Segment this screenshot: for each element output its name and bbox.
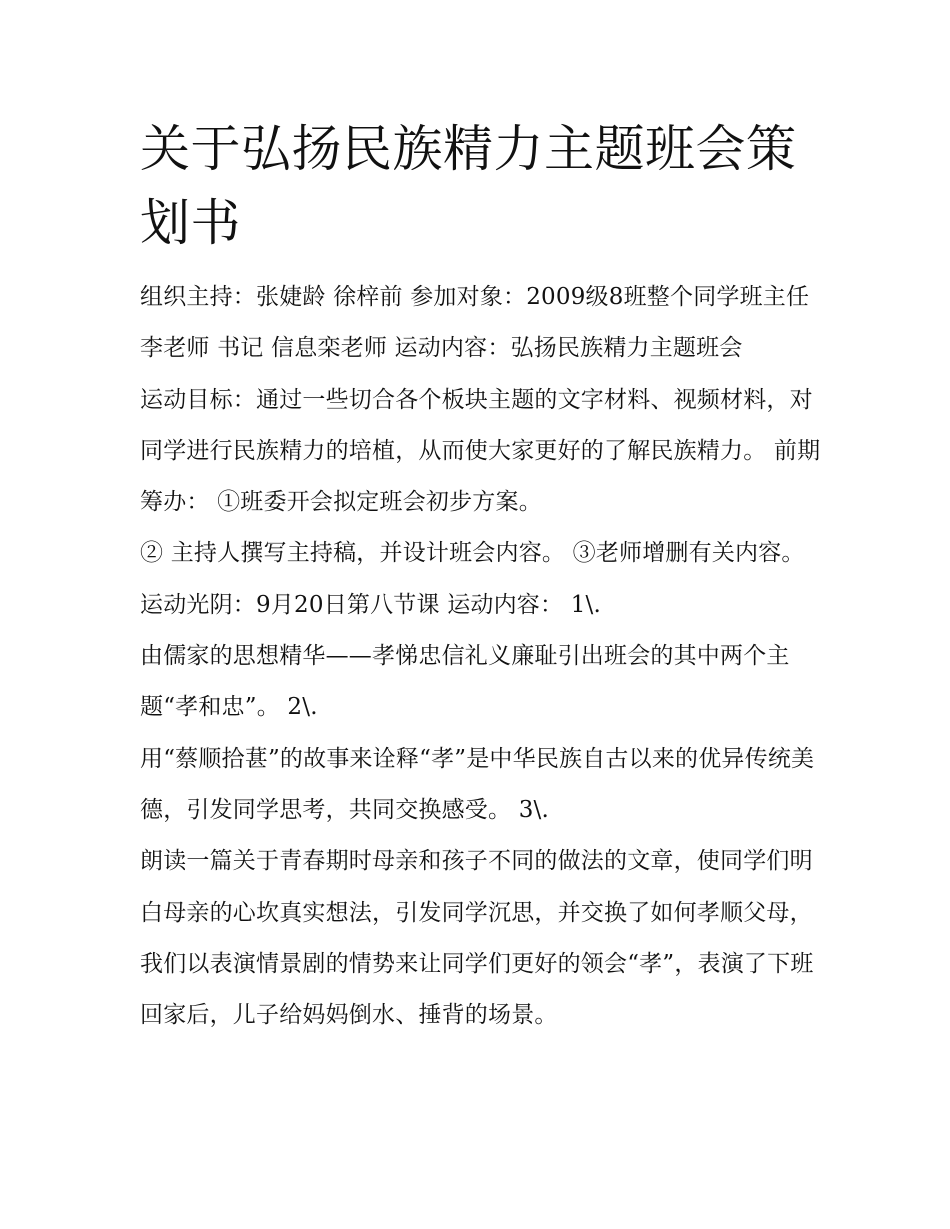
paragraph-goals: 运动目标：通过一些切合各个板块主题的文字材料、视频材料，对同学进行民族精力的培植，从而使大家更好的了解民族精力。 前期筹办： ①班委开会拟定班会初步方案。 — [140, 386, 821, 516]
document-body — [140, 272, 830, 1041]
paragraph-item-2: 用“蔡顺拾葚”的故事来诠释“孝”是中华民族自古以来的优异传统美德，引发同学思考，共同交换感受。 3\. — [140, 745, 815, 823]
paragraph-item-1: 由儒家的思想精华——孝悌忠信礼义廉耻引出班会的其中两个主题“孝和忠”。 2\. — [140, 643, 790, 721]
paragraph-organizers: 组织主持：张婕龄 徐梓前 参加对象：2009级8班整个同学班主任李老师 书记 信息栾老师 运动内容：弘扬民族精力主题班会 — [140, 284, 810, 362]
paragraph-preparation: ② 主持人撰写主持稿，并设计班会内容。 ③老师增删有关内容。 运动光阴：9月20日第八节课 运动内容： 1\. — [140, 540, 805, 618]
paragraph-item-3: 朗读一篇关于青春期时母亲和孩子不同的做法的文章，使同学们明白母亲的心坎真实想法，引发同学沉思，并交换了如何孝顺父母，我们以表演情景剧的情势来让同学们更好的领会“孝”，表演了下班回家后，儿子给妈妈倒水、捶背的场景。 — [140, 848, 814, 1029]
document-title: 关于弘扬民族精力主题班会策划书 — [140, 120, 797, 252]
